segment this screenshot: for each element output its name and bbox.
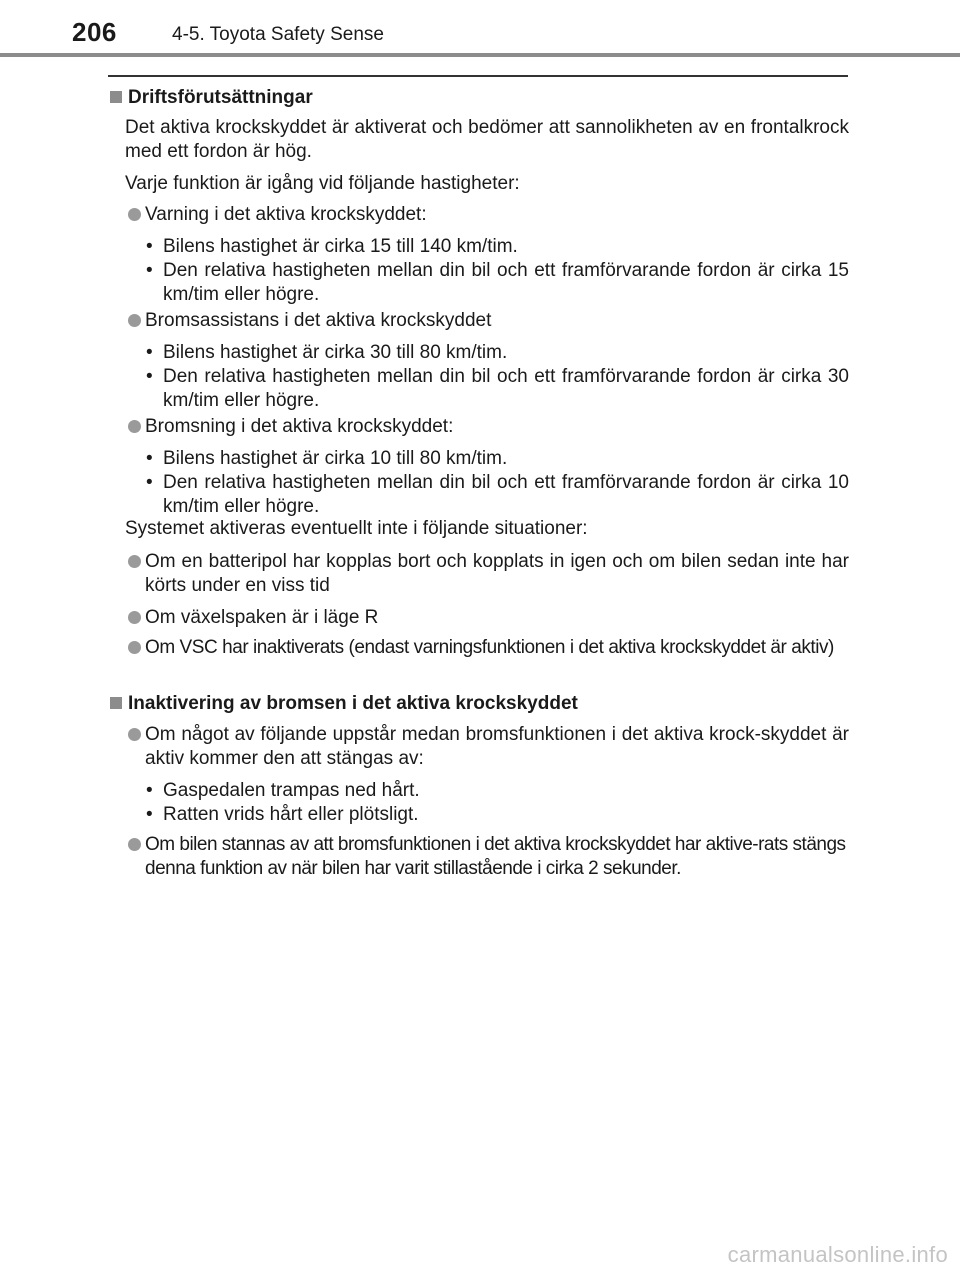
group-title: Om bilen stannas av att bromsfunktionen i det aktiva krockskyddet har aktive-rats stängs denna funktion av när bilen har varit stillastående i cirka 2 sekunder.	[145, 834, 846, 879]
section-heading: Driftsförutsättningar	[128, 87, 313, 108]
situation-item: Om en batteripol har kopplas bort och kopplats in igen och om bilen sedan inte har körts under en viss tid	[145, 551, 849, 596]
square-bullet-icon	[110, 697, 122, 709]
list-item: Den relativa hastigheten mellan din bil och ett framförvarande fordon är cirka 30 km/tim eller högre.	[163, 366, 849, 411]
circle-bullet-icon	[128, 208, 141, 221]
list-item: Bilens hastighet är cirka 30 till 80 km/tim.	[163, 342, 508, 363]
list-item: Gaspedalen trampas ned hårt.	[163, 780, 420, 801]
dot-bullet-icon: •	[146, 804, 153, 825]
dot-bullet-icon: •	[146, 780, 153, 801]
chapter-title: 4-5. Toyota Safety Sense	[172, 24, 384, 45]
group-title: Varning i det aktiva krockskyddet:	[145, 204, 427, 225]
circle-bullet-icon	[128, 838, 141, 851]
circle-bullet-icon	[128, 314, 141, 327]
square-bullet-icon	[110, 91, 122, 103]
situations-intro: Systemet aktiveras eventuellt inte i följande situationer:	[125, 518, 588, 539]
dot-bullet-icon: •	[146, 260, 153, 281]
watermark: carmanualsonline.info	[727, 1242, 948, 1267]
top-rule	[108, 75, 848, 77]
dot-bullet-icon: •	[146, 366, 153, 387]
list-item: Den relativa hastigheten mellan din bil och ett framförvarande fordon är cirka 15 km/tim eller högre.	[163, 260, 849, 305]
list-item: Bilens hastighet är cirka 10 till 80 km/tim.	[163, 448, 508, 469]
circle-bullet-icon	[128, 728, 141, 741]
circle-bullet-icon	[128, 641, 141, 654]
circle-bullet-icon	[128, 611, 141, 624]
circle-bullet-icon	[128, 420, 141, 433]
list-item: Ratten vrids hårt eller plötsligt.	[163, 804, 419, 825]
list-item: Bilens hastighet är cirka 15 till 140 km/tim.	[163, 236, 518, 257]
list-item: Den relativa hastigheten mellan din bil och ett framförvarande fordon är cirka 10 km/tim eller högre.	[163, 472, 849, 517]
section-heading: Inaktivering av bromsen i det aktiva krockskyddet	[128, 693, 578, 714]
dot-bullet-icon: •	[146, 448, 153, 469]
header-bar	[0, 53, 960, 57]
intro-speeds: Varje funktion är igång vid följande hastigheter:	[125, 173, 520, 194]
circle-bullet-icon	[128, 555, 141, 568]
group-title: Om något av följande uppstår medan bromsfunktionen i det aktiva krock-skyddet är aktiv kommer den att stängas av:	[145, 724, 849, 769]
page-number: 206	[72, 17, 117, 47]
dot-bullet-icon: •	[146, 472, 153, 493]
page-header	[0, 0, 960, 60]
dot-bullet-icon: •	[146, 236, 153, 257]
situation-item: Om VSC har inaktiverats (endast varningsfunktionen i det aktiva krockskyddet är aktiv)	[145, 637, 834, 658]
situation-item: Om växelspaken är i läge R	[145, 607, 379, 628]
group-title: Bromsning i det aktiva krockskyddet:	[145, 416, 454, 437]
dot-bullet-icon: •	[146, 342, 153, 363]
group-title: Bromsassistans i det aktiva krockskyddet	[145, 310, 492, 331]
intro-paragraph: Det aktiva krockskyddet är aktiverat och bedömer att sannolikheten av en frontalkrock med ett fordon är hög.	[125, 117, 849, 162]
